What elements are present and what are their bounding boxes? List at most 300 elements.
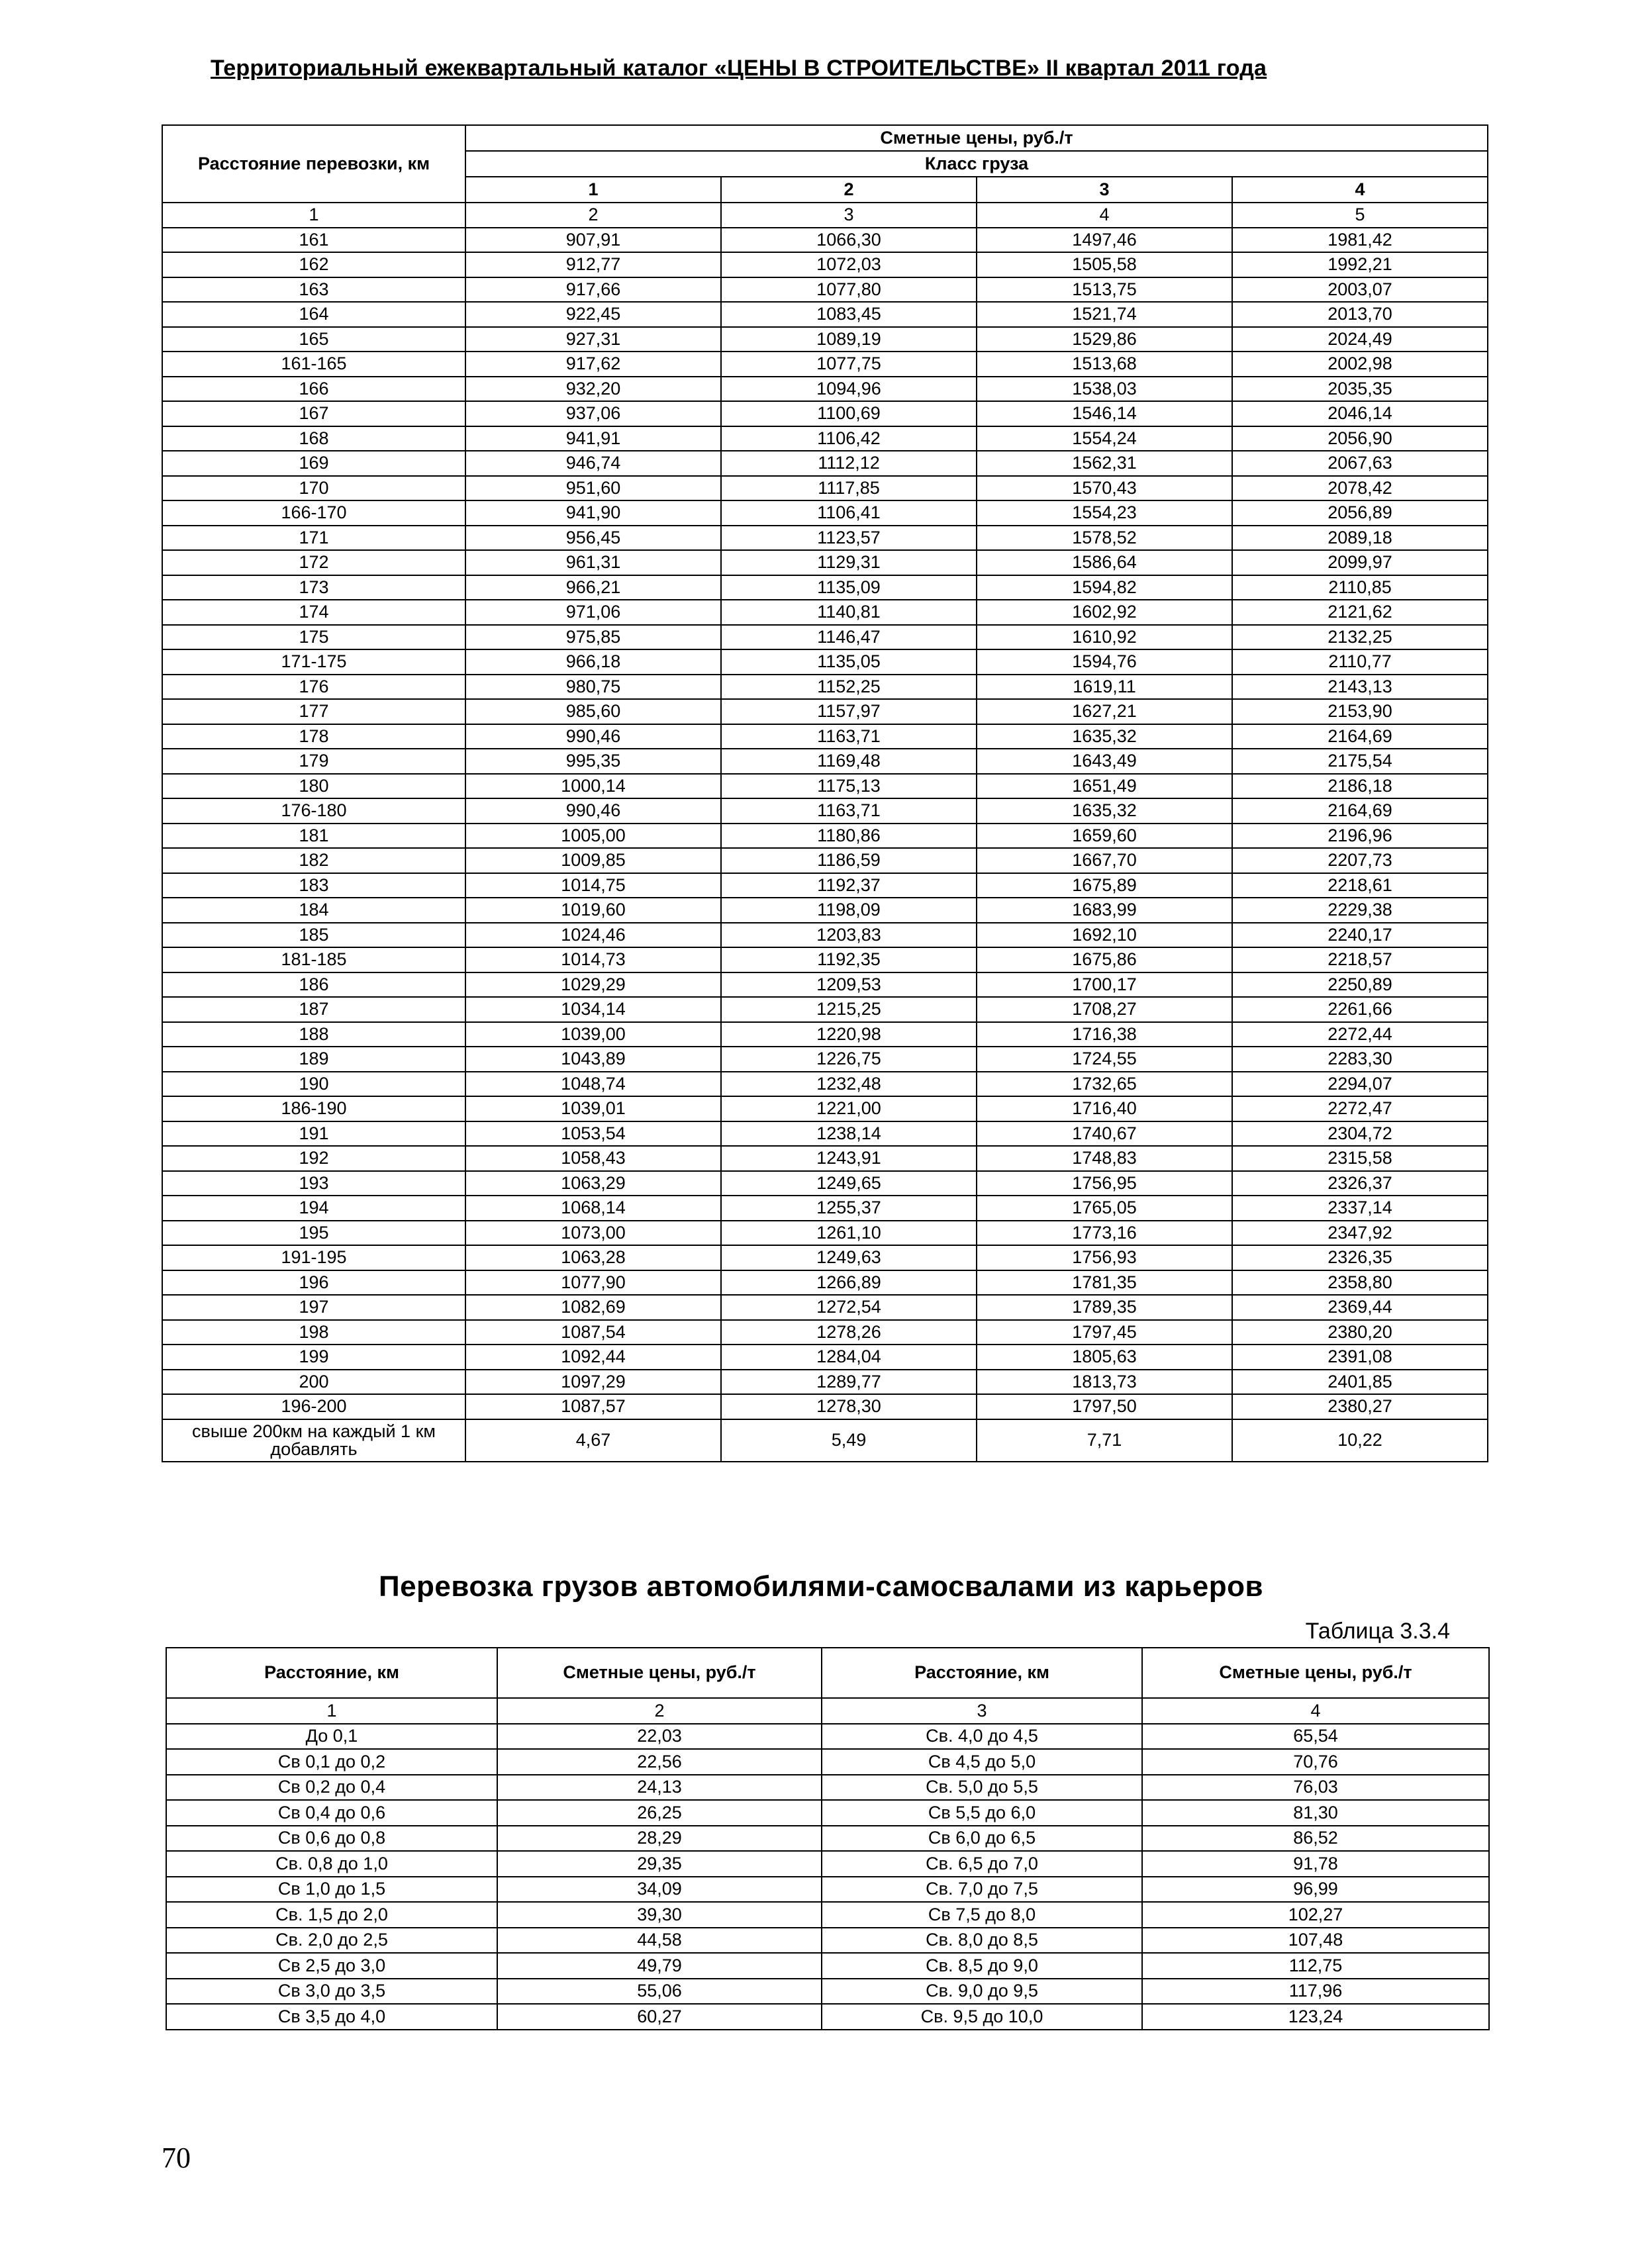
table-cell: 162 bbox=[162, 252, 465, 277]
table-row bbox=[162, 1171, 1488, 1196]
table-row bbox=[162, 600, 1488, 625]
table-row bbox=[166, 1953, 1489, 1979]
table-cell: 1261,10 bbox=[721, 1221, 977, 1246]
table-cell: 1700,17 bbox=[977, 972, 1232, 998]
table-cell: 190 bbox=[162, 1072, 465, 1097]
distance-column-header: Расстояние перевозки, км bbox=[162, 125, 465, 203]
section-title: Перевозка грузов автомобилями-самосвалами из карьеров bbox=[378, 1570, 1264, 1603]
column-number: 1 bbox=[162, 203, 465, 228]
table-cell: 1627,21 bbox=[977, 699, 1232, 724]
distance-header: Расстояние, км bbox=[166, 1648, 497, 1698]
table-cell: 1140,81 bbox=[721, 600, 977, 625]
table-row bbox=[162, 972, 1488, 998]
table-cell: 1087,57 bbox=[465, 1394, 721, 1419]
table-row bbox=[162, 451, 1488, 476]
table-row bbox=[166, 1749, 1489, 1775]
table-cell: 1797,50 bbox=[977, 1394, 1232, 1419]
table-cell: 176-180 bbox=[162, 798, 465, 824]
table-cell: 2229,38 bbox=[1232, 898, 1488, 923]
table-cell: 28,29 bbox=[497, 1826, 822, 1852]
dump-truck-price-table bbox=[166, 1647, 1490, 2030]
table-row bbox=[162, 526, 1488, 551]
table-cell: 181-185 bbox=[162, 947, 465, 972]
table-cell: 192 bbox=[162, 1146, 465, 1171]
table-cell: 1005,00 bbox=[465, 824, 721, 849]
table-cell: 1123,57 bbox=[721, 526, 977, 551]
table-cell: 2326,37 bbox=[1232, 1171, 1488, 1196]
table-cell: 2337,14 bbox=[1232, 1196, 1488, 1221]
column-number: 1 bbox=[166, 1698, 497, 1724]
table-cell: 1578,52 bbox=[977, 526, 1232, 551]
table-cell: 1024,46 bbox=[465, 923, 721, 948]
table-cell: 4,67 bbox=[465, 1419, 721, 1462]
table-cell: 1586,64 bbox=[977, 550, 1232, 575]
table-cell: 102,27 bbox=[1142, 1902, 1489, 1928]
table-cell: 975,85 bbox=[465, 625, 721, 650]
table-cell: 1209,53 bbox=[721, 972, 977, 998]
table-cell: 181 bbox=[162, 824, 465, 849]
table-cell: Св 3,5 до 4,0 bbox=[166, 2004, 497, 2030]
table-row bbox=[162, 1320, 1488, 1345]
table-cell: 1083,45 bbox=[721, 302, 977, 327]
table-cell: 166 bbox=[162, 377, 465, 402]
table-row bbox=[162, 947, 1488, 972]
table-cell: 1716,38 bbox=[977, 1022, 1232, 1047]
table-number: Таблица 3.3.4 bbox=[1305, 1619, 1450, 1644]
table-cell: 1058,43 bbox=[465, 1146, 721, 1171]
table-cell: 187 bbox=[162, 997, 465, 1022]
table-cell: 1797,45 bbox=[977, 1320, 1232, 1345]
table-cell: 990,46 bbox=[465, 724, 721, 749]
table-cell: 5,49 bbox=[721, 1419, 977, 1462]
table-cell: 1039,00 bbox=[465, 1022, 721, 1047]
table-cell: 1043,89 bbox=[465, 1047, 721, 1072]
table-row bbox=[162, 699, 1488, 724]
table-cell: 170 bbox=[162, 476, 465, 501]
cargo-class-header: Класс груза bbox=[465, 151, 1488, 177]
table-cell: 2218,61 bbox=[1232, 873, 1488, 898]
table-row bbox=[162, 923, 1488, 948]
table-cell: 55,06 bbox=[497, 1979, 822, 2005]
table-cell: 1284,04 bbox=[721, 1345, 977, 1370]
table-cell: 1163,71 bbox=[721, 724, 977, 749]
table-cell: 927,31 bbox=[465, 327, 721, 352]
table-cell: 173 bbox=[162, 575, 465, 600]
page-number: 70 bbox=[162, 2142, 191, 2174]
table-row bbox=[162, 798, 1488, 824]
table-row bbox=[162, 476, 1488, 501]
table-cell: 2024,49 bbox=[1232, 327, 1488, 352]
table-cell: 2240,17 bbox=[1232, 923, 1488, 948]
table-cell: 182 bbox=[162, 848, 465, 873]
table-cell: 86,52 bbox=[1142, 1826, 1489, 1852]
table-row bbox=[166, 1826, 1489, 1852]
table-cell: 1740,67 bbox=[977, 1121, 1232, 1147]
table-cell: 951,60 bbox=[465, 476, 721, 501]
table-cell: 188 bbox=[162, 1022, 465, 1047]
table-cell: 966,18 bbox=[465, 649, 721, 675]
table-cell: 2143,13 bbox=[1232, 675, 1488, 700]
table-cell: 1675,89 bbox=[977, 873, 1232, 898]
table-cell: 1249,65 bbox=[721, 1171, 977, 1196]
table-cell: 956,45 bbox=[465, 526, 721, 551]
table-cell: 2175,54 bbox=[1232, 749, 1488, 774]
table-cell: 2315,58 bbox=[1232, 1146, 1488, 1171]
table-cell: 1048,74 bbox=[465, 1072, 721, 1097]
table-row bbox=[162, 401, 1488, 426]
table-cell: 1756,95 bbox=[977, 1171, 1232, 1196]
table-cell: 1198,09 bbox=[721, 898, 977, 923]
table-cell: 1000,14 bbox=[465, 774, 721, 799]
table-cell: 175 bbox=[162, 625, 465, 650]
table-cell: 1009,85 bbox=[465, 848, 721, 873]
table-cell: 1781,35 bbox=[977, 1270, 1232, 1296]
transport-price-table-body bbox=[162, 203, 1488, 1462]
table-row bbox=[162, 426, 1488, 451]
table-row bbox=[162, 649, 1488, 675]
price-header: Сметные цены, руб./т bbox=[1142, 1648, 1489, 1698]
table-cell: 26,25 bbox=[497, 1800, 822, 1826]
table-cell: 165 bbox=[162, 327, 465, 352]
table-cell: 196-200 bbox=[162, 1394, 465, 1419]
table-cell: 907,91 bbox=[465, 228, 721, 253]
table-row bbox=[162, 1146, 1488, 1171]
table-row bbox=[162, 848, 1488, 873]
table-cell: 166-170 bbox=[162, 500, 465, 526]
table-cell: 178 bbox=[162, 724, 465, 749]
table-row bbox=[162, 1295, 1488, 1320]
price-header: Сметные цены, руб./т bbox=[497, 1648, 822, 1698]
table-cell: 912,77 bbox=[465, 252, 721, 277]
table-cell: 163 bbox=[162, 277, 465, 303]
table-cell: Св 7,5 до 8,0 bbox=[822, 1902, 1142, 1928]
table-cell: 1529,86 bbox=[977, 327, 1232, 352]
table-cell: 76,03 bbox=[1142, 1775, 1489, 1801]
table-cell: 1651,49 bbox=[977, 774, 1232, 799]
table-cell: 2304,72 bbox=[1232, 1121, 1488, 1147]
table-cell: 941,90 bbox=[465, 500, 721, 526]
table-cell: 1255,37 bbox=[721, 1196, 977, 1221]
table-cell: 22,03 bbox=[497, 1724, 822, 1750]
transport-price-table bbox=[162, 124, 1488, 1462]
table-cell: 1232,48 bbox=[721, 1072, 977, 1097]
table-cell: Св. 2,0 до 2,5 bbox=[166, 1928, 497, 1954]
table-cell: 1180,86 bbox=[721, 824, 977, 849]
table-cell: 2347,92 bbox=[1232, 1221, 1488, 1246]
table-cell: 917,62 bbox=[465, 352, 721, 377]
table-cell: 2283,30 bbox=[1232, 1047, 1488, 1072]
table-cell: 1053,54 bbox=[465, 1121, 721, 1147]
table-cell: 1635,32 bbox=[977, 798, 1232, 824]
table-cell: 1019,60 bbox=[465, 898, 721, 923]
table-cell: 995,35 bbox=[465, 749, 721, 774]
class-header-cell: 1 bbox=[465, 177, 721, 203]
table-cell: 7,71 bbox=[977, 1419, 1232, 1462]
column-number: 2 bbox=[465, 203, 721, 228]
table-cell: 1129,31 bbox=[721, 550, 977, 575]
table-cell: 2121,62 bbox=[1232, 600, 1488, 625]
table-row bbox=[162, 302, 1488, 327]
table-cell: 191 bbox=[162, 1121, 465, 1147]
table-cell: 1087,54 bbox=[465, 1320, 721, 1345]
table-cell: 1521,74 bbox=[977, 302, 1232, 327]
table-cell: Св. 9,0 до 9,5 bbox=[822, 1979, 1142, 2005]
table-cell: 1092,44 bbox=[465, 1345, 721, 1370]
table-cell: 1203,83 bbox=[721, 923, 977, 948]
table-cell: 1789,35 bbox=[977, 1295, 1232, 1320]
table-cell: 10,22 bbox=[1232, 1419, 1488, 1462]
table-cell: 1106,42 bbox=[721, 426, 977, 451]
table-cell: 1272,54 bbox=[721, 1295, 977, 1320]
table-cell: 1077,75 bbox=[721, 352, 977, 377]
table-cell: 2207,73 bbox=[1232, 848, 1488, 873]
table-cell: 2380,27 bbox=[1232, 1394, 1488, 1419]
page-header: Территориальный ежеквартальный каталог «ЦЕНЫ В СТРОИТЕЛЬСТВЕ» II квартал 2011 года bbox=[211, 56, 1267, 81]
table-cell: 2099,97 bbox=[1232, 550, 1488, 575]
table-cell: 1094,96 bbox=[721, 377, 977, 402]
table-cell: 2326,35 bbox=[1232, 1245, 1488, 1270]
table-cell: 1169,48 bbox=[721, 749, 977, 774]
table-cell: Св 1,0 до 1,5 bbox=[166, 1877, 497, 1903]
table-row bbox=[166, 1928, 1489, 1954]
table-cell: 161-165 bbox=[162, 352, 465, 377]
table-cell: 1068,14 bbox=[465, 1196, 721, 1221]
table-cell: 2046,14 bbox=[1232, 401, 1488, 426]
table-cell: 1089,19 bbox=[721, 327, 977, 352]
table-cell: 29,35 bbox=[497, 1851, 822, 1877]
table-cell: 1716,40 bbox=[977, 1096, 1232, 1121]
table-cell: 932,20 bbox=[465, 377, 721, 402]
table-row bbox=[162, 1221, 1488, 1246]
table-cell: Св 0,1 до 0,2 bbox=[166, 1749, 497, 1775]
table-cell: 1594,76 bbox=[977, 649, 1232, 675]
table-cell: 1813,73 bbox=[977, 1370, 1232, 1395]
table-row bbox=[162, 1022, 1488, 1047]
table-cell: 174 bbox=[162, 600, 465, 625]
table-cell: 91,78 bbox=[1142, 1851, 1489, 1877]
table-cell: 1981,42 bbox=[1232, 228, 1488, 253]
table-row bbox=[162, 824, 1488, 849]
table-cell: 1619,11 bbox=[977, 675, 1232, 700]
table-cell: 186-190 bbox=[162, 1096, 465, 1121]
table-row bbox=[162, 1394, 1488, 1419]
table-cell: 1683,99 bbox=[977, 898, 1232, 923]
table-cell: 96,99 bbox=[1142, 1877, 1489, 1903]
table-row bbox=[162, 1196, 1488, 1221]
table-row bbox=[162, 1096, 1488, 1121]
prices-header: Сметные цены, руб./т bbox=[465, 125, 1488, 151]
table-cell: 917,66 bbox=[465, 277, 721, 303]
table-cell: 177 bbox=[162, 699, 465, 724]
table-cell: 1667,70 bbox=[977, 848, 1232, 873]
table-cell: Св 6,0 до 6,5 bbox=[822, 1826, 1142, 1852]
table-cell: 49,79 bbox=[497, 1953, 822, 1979]
table-cell: 186 bbox=[162, 972, 465, 998]
column-number: 4 bbox=[1142, 1698, 1489, 1724]
table-cell: 2013,70 bbox=[1232, 302, 1488, 327]
table-cell: 1748,83 bbox=[977, 1146, 1232, 1171]
table-cell: 1063,28 bbox=[465, 1245, 721, 1270]
table-cell: 1014,75 bbox=[465, 873, 721, 898]
table-cell: 1278,26 bbox=[721, 1320, 977, 1345]
table-cell: 1992,21 bbox=[1232, 252, 1488, 277]
table-cell: 1602,92 bbox=[977, 600, 1232, 625]
table-cell: 1073,00 bbox=[465, 1221, 721, 1246]
table-cell: 1226,75 bbox=[721, 1047, 977, 1072]
table-cell: 1513,68 bbox=[977, 352, 1232, 377]
table-cell: 194 bbox=[162, 1196, 465, 1221]
table-cell: 1034,14 bbox=[465, 997, 721, 1022]
table-cell: 193 bbox=[162, 1171, 465, 1196]
table-cell: 1077,90 bbox=[465, 1270, 721, 1296]
table-cell: Св. 6,5 до 7,0 bbox=[822, 1851, 1142, 1877]
table-cell: 1186,59 bbox=[721, 848, 977, 873]
table-cell: 1505,58 bbox=[977, 252, 1232, 277]
table-cell: 2196,96 bbox=[1232, 824, 1488, 849]
table-cell: 2294,07 bbox=[1232, 1072, 1488, 1097]
table-row bbox=[162, 1245, 1488, 1270]
table-cell: Св 4,5 до 5,0 bbox=[822, 1749, 1142, 1775]
table-cell: 1513,75 bbox=[977, 277, 1232, 303]
table-cell: 1243,91 bbox=[721, 1146, 977, 1171]
table-cell: 1266,89 bbox=[721, 1270, 977, 1296]
table-row bbox=[166, 1902, 1489, 1928]
table-row bbox=[162, 327, 1488, 352]
table-row bbox=[162, 1370, 1488, 1395]
table-cell: 2110,85 bbox=[1232, 575, 1488, 600]
table-cell: 1610,92 bbox=[977, 625, 1232, 650]
table-cell: 81,30 bbox=[1142, 1800, 1489, 1826]
table-cell: 1659,60 bbox=[977, 824, 1232, 849]
table-cell: 1066,30 bbox=[721, 228, 977, 253]
table-row bbox=[166, 1800, 1489, 1826]
table-cell: До 0,1 bbox=[166, 1724, 497, 1750]
table-cell: 2380,20 bbox=[1232, 1320, 1488, 1345]
table-cell: 1554,24 bbox=[977, 426, 1232, 451]
table-cell: 168 bbox=[162, 426, 465, 451]
table-row bbox=[162, 1345, 1488, 1370]
table-row bbox=[162, 1047, 1488, 1072]
table-cell: 2250,89 bbox=[1232, 972, 1488, 998]
table-row bbox=[162, 1419, 1488, 1462]
table-cell: 1112,12 bbox=[721, 451, 977, 476]
table-cell: 169 bbox=[162, 451, 465, 476]
table-cell: 164 bbox=[162, 302, 465, 327]
table-cell: 1249,63 bbox=[721, 1245, 977, 1270]
table-cell: 39,30 bbox=[497, 1902, 822, 1928]
table-cell: 2078,42 bbox=[1232, 476, 1488, 501]
table-row bbox=[162, 500, 1488, 526]
table-cell: 2002,98 bbox=[1232, 352, 1488, 377]
table-cell: Св 5,5 до 6,0 bbox=[822, 1800, 1142, 1826]
table-cell: 1106,41 bbox=[721, 500, 977, 526]
table-cell: 2110,77 bbox=[1232, 649, 1488, 675]
table-row bbox=[166, 1724, 1489, 1750]
table-cell: 2153,90 bbox=[1232, 699, 1488, 724]
table-cell: 2401,85 bbox=[1232, 1370, 1488, 1395]
table-cell: 1152,25 bbox=[721, 675, 977, 700]
table-cell: 1097,29 bbox=[465, 1370, 721, 1395]
table-cell: 2089,18 bbox=[1232, 526, 1488, 551]
table-cell: 1220,98 bbox=[721, 1022, 977, 1047]
class-header-cell: 3 bbox=[977, 177, 1232, 203]
table-cell: 171 bbox=[162, 526, 465, 551]
table-cell: 922,45 bbox=[465, 302, 721, 327]
table-cell: 44,58 bbox=[497, 1928, 822, 1954]
table-row bbox=[166, 1851, 1489, 1877]
table-cell: 937,06 bbox=[465, 401, 721, 426]
table-cell: 971,06 bbox=[465, 600, 721, 625]
table-cell: Св. 8,5 до 9,0 bbox=[822, 1953, 1142, 1979]
table-cell: 196 bbox=[162, 1270, 465, 1296]
table-row bbox=[162, 252, 1488, 277]
table-row bbox=[162, 352, 1488, 377]
table-cell: 183 bbox=[162, 873, 465, 898]
table-row bbox=[162, 749, 1488, 774]
table-cell: 198 bbox=[162, 1320, 465, 1345]
table-cell: 961,31 bbox=[465, 550, 721, 575]
table-cell: 107,48 bbox=[1142, 1928, 1489, 1954]
table-cell: 161 bbox=[162, 228, 465, 253]
table-cell: 1192,37 bbox=[721, 873, 977, 898]
table-cell: 1554,23 bbox=[977, 500, 1232, 526]
table-row bbox=[162, 228, 1488, 253]
table-cell: 1215,25 bbox=[721, 997, 977, 1022]
table-cell: 1805,63 bbox=[977, 1345, 1232, 1370]
table-cell: 2272,47 bbox=[1232, 1096, 1488, 1121]
table-cell: 185 bbox=[162, 923, 465, 948]
table-cell: 60,27 bbox=[497, 2004, 822, 2030]
table-cell: 2272,44 bbox=[1232, 1022, 1488, 1047]
table-cell: 2035,35 bbox=[1232, 377, 1488, 402]
table-cell: 1773,16 bbox=[977, 1221, 1232, 1246]
column-numbering-row bbox=[162, 203, 1488, 228]
column-number: 3 bbox=[721, 203, 977, 228]
table-cell: 1570,43 bbox=[977, 476, 1232, 501]
table-cell: 2391,08 bbox=[1232, 1345, 1488, 1370]
table-row bbox=[166, 1979, 1489, 2005]
column-number: 4 bbox=[977, 203, 1232, 228]
table-cell: 1238,14 bbox=[721, 1121, 977, 1147]
table-cell: Св 3,0 до 3,5 bbox=[166, 1979, 497, 2005]
table-cell: 199 bbox=[162, 1345, 465, 1370]
table-cell: 1635,32 bbox=[977, 724, 1232, 749]
table-cell: 1063,29 bbox=[465, 1171, 721, 1196]
table-cell: 1163,71 bbox=[721, 798, 977, 824]
table-cell: 1014,73 bbox=[465, 947, 721, 972]
table-cell: 24,13 bbox=[497, 1775, 822, 1801]
table-cell: 2261,66 bbox=[1232, 997, 1488, 1022]
table-cell: 1175,13 bbox=[721, 774, 977, 799]
table-row bbox=[162, 774, 1488, 799]
table-cell: 1546,14 bbox=[977, 401, 1232, 426]
table-cell: 65,54 bbox=[1142, 1724, 1489, 1750]
table-cell: 2358,80 bbox=[1232, 1270, 1488, 1296]
table-cell: Св. 9,5 до 10,0 bbox=[822, 2004, 1142, 2030]
table-cell: 179 bbox=[162, 749, 465, 774]
table-cell: Св. 0,8 до 1,0 bbox=[166, 1851, 497, 1877]
table-row bbox=[162, 724, 1488, 749]
class-header-cell: 2 bbox=[721, 177, 977, 203]
table-cell: 941,91 bbox=[465, 426, 721, 451]
table-row bbox=[162, 550, 1488, 575]
table-row bbox=[162, 377, 1488, 402]
table-cell: 1146,47 bbox=[721, 625, 977, 650]
table-cell: 1562,31 bbox=[977, 451, 1232, 476]
column-numbering-row bbox=[166, 1698, 1489, 1724]
table-cell: 1497,46 bbox=[977, 228, 1232, 253]
table-cell: 184 bbox=[162, 898, 465, 923]
